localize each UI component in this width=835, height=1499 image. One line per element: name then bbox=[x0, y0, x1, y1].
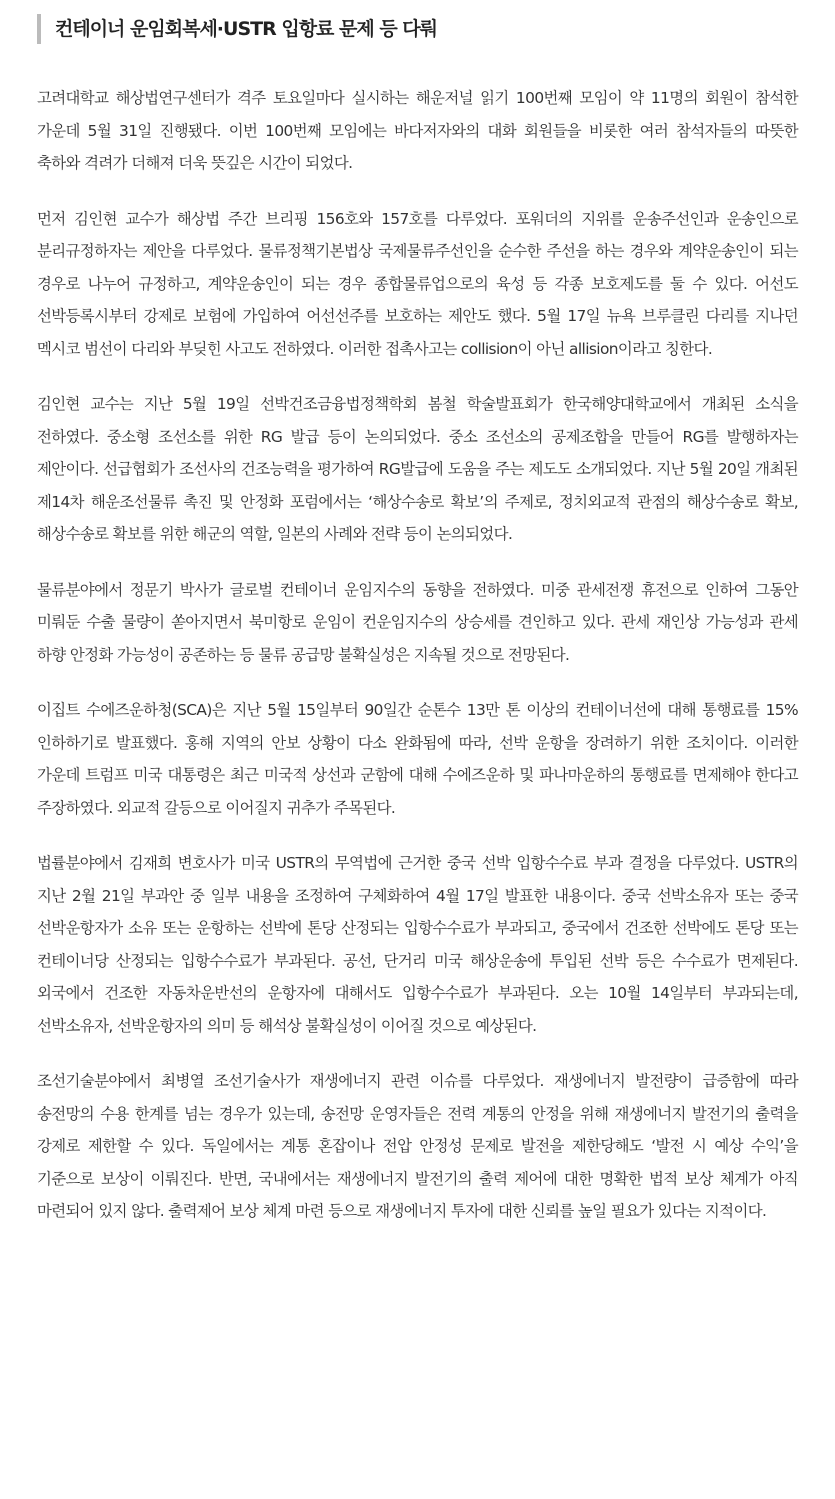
article-body bbox=[0, 14, 835, 1228]
paragraph-suez-canal: 이집트 수에즈운하청(SCA)은 지난 5월 15일부터 90일간 순톤수 13만 톤 이상의 컨테이너선에 대해 통행료를 15% 인하하기로 발표했다. 홍해 지역의 안보 상황이 다소 완화됨에 따라, 선박 운항을 장려하기 위한 조치이다. 이러한 가운데 트럼프 미국 대통령은 최근 미국적 상선과 군함에 대해 수에즈운하 및 파나마운하의 통행료를 면제해야 한다고 주장하였다. 외교적 갈등으로 이어질지 귀추가 주목된다. bbox=[37, 701, 798, 817]
article-subtitle: 컨테이너 운임회복세·USTR 입항료 문제 등 다뤄 bbox=[37, 14, 798, 44]
paragraph-shipbuilding-finance: 김인현 교수는 지난 5월 19일 선박건조금융법정책학회 봄철 학술발표회가 한국해양대학교에서 개최된 소식을 전하였다. 중소형 조선소를 위한 RG 발급 등이 논의되었다. 중소 조선소의 공제조합을 만들어 RG를 발행하자는 제안이다. 선급협회가 조선사의 건조능력을 평가하여 RG발급에 도움을 주는 제도도 소개되었다. 지난 5월 20일 개최된 제14차 해운조선물류 촉진 및 안정화 포럼에서는 ‘해상수송로 확보’의 주제로, 정치외교적 관점의 해상수송로 확보, 해상수송로 확보를 위한 해군의 역할, 일본의 사례와 전략 등이 논의되었다. bbox=[37, 395, 799, 543]
paragraph-container-freight: 물류분야에서 정문기 박사가 글로벌 컨테이너 운임지수의 동향을 전하였다. 미중 관세전쟁 휴전으로 인하여 그동안 미뤄둔 수출 물량이 쏟아지면서 북미항로 운임이 컨운임지수의 상승세를 견인하고 있다. 관세 재인상 가능성과 관세 하향 안정화 가능성이 공존하는 등 물류 공급망 불확실성은 지속될 것으로 전망된다. bbox=[37, 580, 798, 664]
paragraph-maritime-law-briefing: 먼저 김인현 교수가 해상법 주간 브리핑 156호와 157호를 다루었다. 포워더의 지위를 운송주선인과 운송인으로 분리규정하자는 제안을 다루었다. 물류정책기본법상 국제물류주선인을 순수한 주선을 하는 경우와 계약운송인이 되는 경우로 나누어 규정하고, 계약운송인이 되는 경우 종합물류업으로의 육성 등 각종 보호제도를 둘 수 있다. 어선도 선박등록시부터 강제로 보험에 가입하여 어선선주를 보호하는 제안도 했다. 5월 17일 뉴욕 브루클린 다리를 지나던 멕시코 범선이 다리와 부딪힌 사고도 전하였다. 이러한 접촉사고는 collision이 아닌 allision이라고 칭한다. bbox=[37, 209, 798, 358]
paragraph-renewable-energy: 조선기술분야에서 최병열 조선기술사가 재생에너지 관련 이슈를 다루었다. 재생에너지 발전량이 급증함에 따라 송전망의 수용 한계를 넘는 경우가 있는데, 송전망 운영자들은 전력 계통의 안정을 위해 재생에너지 발전기의 출력을 강제로 제한할 수 있다. 독일에서는 계통 혼잡이나 전압 안정성 문제로 발전을 제한당해도 ‘발전 시 예상 수익’을 기준으로 보상이 이뤄진다. 반면, 국내에서는 재생에너지 발전기의 출력 제어에 대한 명확한 법적 보상 체계가 아직 마련되어 있지 않다. 출력제어 보상 체계 마련 등으로 재생에너지 투자에 대한 신뢰를 높일 필요가 있다는 지적이다. bbox=[37, 1072, 798, 1220]
paragraph-ustr-port-fees: 법률분야에서 김재희 변호사가 미국 USTR의 무역법에 근거한 중국 선박 입항수수료 부과 결정을 다루었다. USTR의 지난 2월 21일 부과안 중 일부 내용을 조정하여 구체화하여 4월 17일 발표한 내용이다. 중국 선박소유자 또는 중국 선박운항자가 소유 또는 운항하는 선박에 톤당 산정되는 입항수수료가 부과되고, 중국에서 건조한 선박에도 톤당 또는 컨테이너당 산정되는 입항수수료가 부과된다. 공선, 단거리 미국 해상운송에 투입된 선박 등은 수수료가 면제된다. 외국에서 건조한 자동차운반선의 운항자에 대해서도 입항수수료가 부과된다. 오는 10월 14일부터 부과되는데, 선박소유자, 선박운항자의 의미 등 해석상 불확실성이 이어질 것으로 예상된다. bbox=[37, 854, 798, 1035]
paragraph-intro: 고려대학교 해상법연구센터가 격주 토요일마다 실시하는 해운저널 읽기 100번째 모임이 약 11명의 회원이 참석한 가운데 5월 31일 진행됐다. 이번 100번째 모임에는 바다저자와의 대화 회원들을 비롯한 여러 참석자들의 따뜻한 축하와 격려가 더해져 더욱 뜻깊은 시간이 되었다. bbox=[37, 89, 798, 172]
